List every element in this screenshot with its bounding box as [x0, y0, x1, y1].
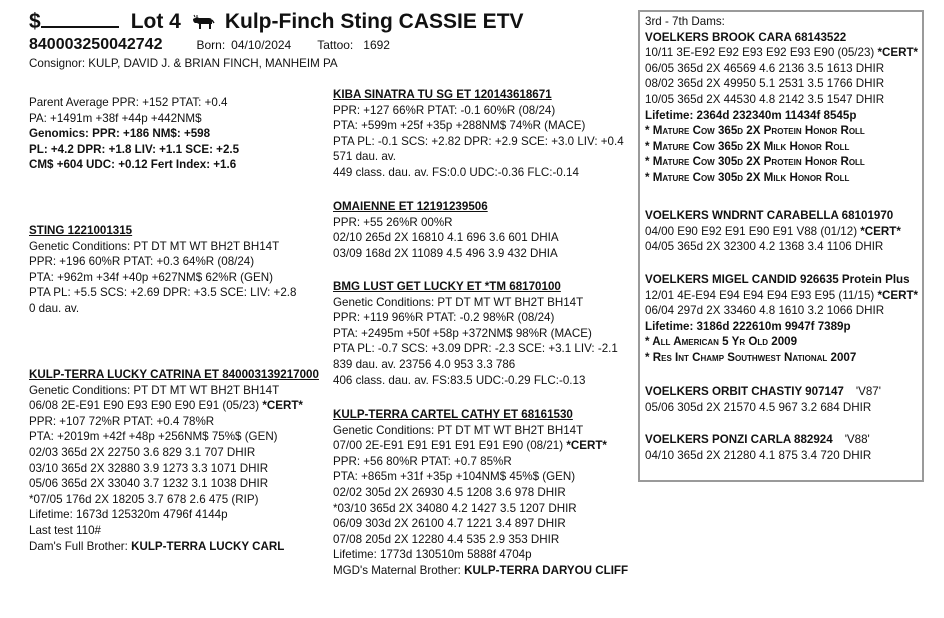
sire-line: PTA PL: +5.5 SCS: +2.69 DPR: +3.5 SCE: LIV: +2.8 — [29, 286, 297, 300]
mgd2-classification — [333, 438, 628, 454]
pa-line: Parent Average PPR: +152 PTAT: +0.4 — [29, 96, 228, 109]
dam4-classification-text: 04/00 E90 E92 E91 E90 E91 V88 (01/12) — [645, 224, 861, 238]
dam3-honor: * Mature Cow 365d 2X Protein Honor Roll — [645, 124, 865, 138]
mgd2-line: PTA: +865m +31f +35p +104NM$ 45%$ (GEN) — [333, 470, 576, 484]
born-label: Born: — [196, 38, 226, 52]
dam-line: Lifetime: 1673d 125320m 4796f 4144p — [29, 508, 228, 522]
dam-block — [29, 367, 319, 554]
mgd-line: PPR: +55 26%R 00%R — [333, 215, 453, 229]
dam5-heading: VOELKERS MIGEL CANDID 926635 Protein Plus — [645, 273, 910, 286]
dam5-record: 06/04 297d 2X 33460 4.8 1610 3.2 1066 DHIR — [645, 304, 885, 318]
dam-classification-text: 06/08 2E-E91 E90 E93 E90 E90 E91 (05/23) — [29, 399, 263, 413]
sire-line: 0 dau. av. — [29, 301, 80, 315]
mgd-block — [333, 199, 559, 261]
dam-line: 05/06 365d 2X 33040 3.7 1232 3.1 1038 DHIR — [29, 477, 269, 491]
dam-line: PPR: +107 72%R PTAT: +0.4 78%R — [29, 414, 215, 428]
dam5-honor: * All American 5 Yr Old 2009 — [645, 335, 798, 349]
mgd2-brother-label: MGD's Maternal Brother: — [333, 563, 465, 577]
dam3-heading: VOELKERS BROOK CARA 68143522 — [645, 30, 847, 44]
mgd2-line: 07/08 205d 2X 12280 4.4 535 2.9 353 DHIR — [333, 532, 560, 546]
dam3-record: 08/02 365d 2X 49950 5.1 2531 3.5 1766 DHIR — [645, 77, 885, 91]
registration-number: 840003250042742 — [29, 36, 163, 53]
dams-caption: 3rd - 7th Dams: — [645, 15, 725, 28]
dam3-classification-text: 10/11 3E-E92 E92 E93 E92 E93 E90 (05/23) — [645, 46, 878, 60]
dam3-honor: * Mature Cow 365d 2X Milk Honor Roll — [645, 139, 850, 153]
dam3-honor: * Mature Cow 305d 2X Protein Honor Roll — [645, 155, 865, 169]
mgd2-classification-text: 07/00 2E-E91 E91 E91 E91 E91 E90 (08/21) — [333, 439, 567, 453]
dam-line: PTA: +2019m +42f +48p +256NM$ 75%$ (GEN) — [29, 430, 278, 444]
dam7-score: 'V88' — [844, 433, 870, 446]
consignor: Consignor: KULP, DAVID J. & BRIAN FINCH, MANHEIM PA — [29, 57, 338, 70]
mgs2-heading: BMG LUST GET LUCKY ET *TM 68170100 — [333, 280, 561, 293]
parent-average-block — [29, 95, 239, 173]
mgd2-line: Lifetime: 1773d 130510m 5888f 4704p — [333, 548, 532, 562]
mgd2-heading: KULP-TERRA CARTEL CATHY ET 68161530 — [333, 408, 573, 421]
dams-block-2 — [645, 208, 901, 255]
mgd2-line: PPR: +56 80%R PTAT: +0.7 85%R — [333, 454, 512, 468]
mgd2-brother-name: KULP-TERRA DARYOU CLIFF — [464, 563, 629, 577]
dam-line: Genetic Conditions: PT DT MT WT BH2T BH14T — [29, 383, 280, 397]
dam6-score: 'V87' — [855, 385, 881, 398]
mgs-block — [333, 87, 624, 181]
cow-icon — [191, 14, 215, 30]
mgs-line: PPR: +127 66%R PTAT: -0.1 60%R (08/24) — [333, 103, 556, 117]
dam7-heading: VOELKERS PONZI CARLA 882924 — [645, 433, 833, 446]
mgd2-line: Genetic Conditions: PT DT MT WT BH2T BH14T — [333, 423, 584, 437]
dam5-honor: * Res Int Champ Southwest National 2007 — [645, 350, 857, 364]
pa-line: PA: +1491m +38f +44p +442NM$ — [29, 111, 202, 125]
tattoo-value: 1692 — [363, 38, 390, 52]
mgd-heading: OMAIENNE ET 12191239506 — [333, 200, 488, 213]
genomics-line: PL: +4.2 DPR: +1.8 LIV: +1.1 SCE: +2.5 — [29, 142, 240, 156]
dam-heading: KULP-TERRA LUCKY CATRINA ET 840003139217000 — [29, 368, 319, 381]
dam-line: Last test 110# — [29, 523, 101, 537]
dam5-classification — [645, 288, 918, 304]
dams-block-3 — [645, 272, 918, 366]
sire-line: PTA: +962m +34f +40p +627NM$ 62%R (GEN) — [29, 270, 274, 284]
dam6-heading: VOELKERS ORBIT CHASTIY 907147 — [645, 385, 844, 398]
mgd-line: 03/09 168d 2X 11089 4.5 496 3.9 432 DHIA — [333, 246, 558, 260]
dam-line: 02/03 365d 2X 22750 3.6 829 3.1 707 DHIR — [29, 445, 256, 459]
dam7-record: 04/10 365d 2X 21280 4.1 875 3.4 720 DHIR — [645, 448, 872, 462]
mgd2-block — [333, 407, 628, 579]
dam5-classification-text: 12/01 4E-E94 E94 E94 E94 E93 E95 (11/15) — [645, 288, 878, 302]
dam-line: 03/10 365d 2X 32880 3.9 1273 3.3 1071 DHIR — [29, 461, 269, 475]
cert-badge: *CERT* — [262, 399, 303, 413]
dam4-classification — [645, 224, 901, 240]
genomics-line: CM$ +604 UDC: +0.12 Fert Index: +1.6 — [29, 158, 237, 172]
mgd-line: 02/10 265d 2X 16810 4.1 696 3.6 601 DHIA — [333, 231, 559, 245]
mgd2-line: 06/09 303d 2X 26100 4.7 1221 3.4 897 DHIR — [333, 517, 566, 531]
dam6-record: 05/06 305d 2X 21570 4.5 967 3.2 684 DHIR — [645, 400, 872, 414]
dam5-lifetime: Lifetime: 3186d 222610m 9947f 7389p — [645, 319, 851, 333]
mgs2-line: Genetic Conditions: PT DT MT WT BH2T BH14T — [333, 295, 584, 309]
mgs2-line: 406 class. dau. av. FS:83.5 UDC:-0.29 FLC:-0.13 — [333, 373, 586, 387]
mgs2-line: 839 dau. av. 23756 4.0 953 3.3 786 — [333, 357, 516, 371]
sire-heading: STING 1221001315 — [29, 224, 133, 237]
dam4-record: 04/05 365d 2X 32300 4.2 1368 3.4 1106 DHIR — [645, 240, 884, 254]
dams-block-1 — [645, 14, 918, 186]
dam-brother-label: Dam's Full Brother: — [29, 539, 132, 553]
dam4-heading: VOELKERS WNDRNT CARABELLA 68101970 — [645, 209, 894, 222]
cert-badge: *CERT* — [860, 224, 901, 238]
sire-line: PPR: +196 60%R PTAT: +0.3 64%R (08/24) — [29, 255, 255, 269]
lot-number: Lot 4 — [130, 10, 181, 33]
mgs2-line: PPR: +119 96%R PTAT: -0.2 98%R (08/24) — [333, 311, 555, 325]
dam3-honor: * Mature Cow 305d 2X Milk Honor Roll — [645, 170, 850, 184]
mgd2-line: *03/10 365d 2X 34080 4.2 1427 3.5 1207 DHIR — [333, 501, 577, 515]
cert-badge: *CERT* — [877, 288, 919, 302]
lot-title-row — [29, 8, 524, 34]
mgs-line: 571 dau. av. — [333, 150, 396, 164]
mgs2-line: PTA: +2495m +50f +58p +372NM$ 98%R (MACE) — [333, 326, 592, 340]
mgd2-brother — [333, 563, 628, 579]
born-date: 04/10/2024 — [231, 38, 292, 52]
cert-badge: *CERT* — [877, 46, 919, 60]
dams-block-5 — [645, 432, 871, 463]
registration-row — [29, 36, 390, 54]
dam3-lifetime: Lifetime: 2364d 232340m 11434f 8545p — [645, 108, 857, 122]
dam3-record: 06/05 365d 2X 46569 4.6 2136 3.5 1613 DHIR — [645, 61, 885, 75]
mgs-line: PTA PL: -0.1 SCS: +2.82 DPR: +2.9 SCE: +3.0 LIV: +0.4 — [333, 134, 624, 148]
dam-brother-name: KULP-TERRA LUCKY CARL — [131, 539, 285, 553]
mgs-heading: KIBA SINATRA TU SG ET 120143618671 — [333, 88, 552, 101]
dam-line: *07/05 176d 2X 18205 3.7 678 2.6 475 (RIP) — [29, 492, 259, 506]
mgs2-line: PTA PL: -0.7 SCS: +3.09 DPR: -2.3 SCE: +3.1 LIV: -2.1 — [333, 342, 618, 356]
dam-classification — [29, 398, 319, 414]
dam3-classification — [645, 45, 918, 61]
dam-brother — [29, 539, 319, 555]
animal-name: Kulp-Finch Sting CASSIE ETV — [224, 10, 524, 33]
mgs-line: 449 class. dau. av. FS:0.0 UDC:-0.36 FLC:-0.14 — [333, 165, 579, 179]
dam3-record: 10/05 365d 2X 44530 4.8 2142 3.5 1547 DHIR — [645, 92, 885, 106]
mgs2-block — [333, 279, 618, 388]
sire-line: Genetic Conditions: PT DT MT WT BH2T BH14T — [29, 239, 280, 253]
cert-badge: *CERT* — [566, 439, 607, 453]
genomics-line: Genomics: PPR: +186 NM$: +598 — [29, 127, 211, 141]
price-blank — [41, 8, 119, 28]
price-prefix: $ — [29, 10, 41, 33]
mgd2-line: 02/02 305d 2X 26930 4.5 1208 3.6 978 DHIR — [333, 485, 566, 499]
dams-block-4 — [645, 384, 881, 415]
tattoo-label: Tattoo: — [317, 38, 354, 52]
sire-block — [29, 223, 296, 317]
mgs-line: PTA: +599m +25f +35p +288NM$ 74%R (MACE) — [333, 119, 586, 133]
